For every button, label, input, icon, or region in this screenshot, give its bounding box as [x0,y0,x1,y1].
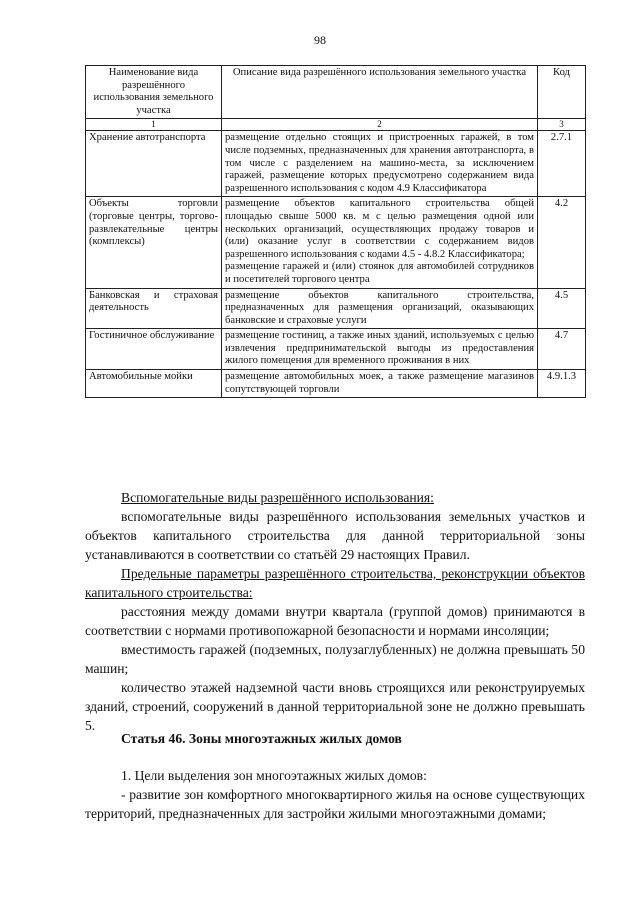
table-row [86,131,586,197]
table-row [86,370,586,398]
limit-paragraph: вместимость гаражей (подземных, полузаглубленных) не должна превышать 50 машин; [85,642,585,676]
use-name: Автомобильные мойки [86,370,222,398]
column-number-row [86,119,586,131]
use-description: размещение объектов капитального строительства, предназначенных для размещения организаций, оказывающих банковские и страховые услуги [222,288,538,329]
table-header-row [86,66,586,119]
goals-heading: 1. Цели выделения зон многоэтажных жилых домов: [121,768,427,783]
page-number: 98 [314,33,326,47]
use-description [222,197,538,288]
goal-paragraph: - развитие зон комфортного многоквартирного жилья на основе существующих территорий, предназначенных для застройки жилыми многоэтажными домами; [85,787,585,821]
use-code: 4.5 [538,288,586,329]
use-code: 4.7 [538,329,586,370]
use-description-part: размещение гаражей и (или) стоянок для автомобилей сотрудников и посетителей торгового центра [225,261,534,285]
use-code: 4.2 [538,197,586,288]
use-description: размещение отдельно стоящих и пристроенных гаражей, в том числе подземных, предназначенных для хранения автотранспорта, в том числе с разделением на машино-места, за исключением гаражей, размещение которых предусмотрено содержанием вида разрешенного использования с кодом 4.9 Классификатора [222,131,538,197]
goals-section [85,766,585,823]
use-description: размещение гостиниц, а также иных зданий, используемых с целью извлечения предпринимательской выгоды из предоставления жилого помещения для временного проживания в них [222,329,538,370]
use-description: размещение автомобильных моек, а также размещение магазинов сопутствующей торговли [222,370,538,398]
use-code: 2.7.1 [538,131,586,197]
aux-heading: Вспомогательные виды разрешённого использования: [121,490,434,505]
table-row [86,197,586,288]
limit-paragraph: расстояния между домами внутри квартала (группой домов) принимаются в соответствии с нормами противопожарной безопасности и нормами инсоляции; [85,604,585,638]
use-name: Банковская и страховая деятельность [86,288,222,329]
table-row [86,288,586,329]
limits-heading: Предельные параметры разрешённого строительства, реконструкции объектов капитального строительства: [85,566,585,600]
header-code: Код [538,66,586,119]
column-number: 2 [222,119,538,131]
aux-section [85,488,585,735]
use-name: Хранение автотранспорта [86,131,222,197]
header-name: Наименование вида разрешённого использования земельного участка [86,66,222,119]
use-code: 4.9.1.3 [538,370,586,398]
use-description-part: размещение объектов капитального строительства общей площадью свыше 5000 кв. м с целью размещения одной или нескольких организаций, осуществляющих продажу товаров и (или) оказание услуг в соответствии с содержанием видов разрешенного использования с кодами 4.5 - 4.8.2 Классификатора; [225,198,534,260]
column-number: 3 [538,119,586,131]
article-heading: Статья 46. Зоны многоэтажных жилых домов [121,731,402,746]
aux-text: вспомогательные виды разрешённого использования земельных участков и объектов капитального строительства для данной территориальной зоны устанавливаются в соответствии со статьёй 29 настоящих Правил. [85,509,585,562]
header-description: Описание вида разрешённого использования земельного участка [222,66,538,119]
limit-paragraph: количество этажей надземной части вновь строящихся или реконструируемых зданий, строений, сооружений в данной территориальной зоне не должно превышать 5. [85,680,585,733]
use-name: Гостиничное обслуживание [86,329,222,370]
column-number: 1 [86,119,222,131]
table-row [86,329,586,370]
permitted-use-table [85,65,586,398]
use-name: Объекты торговли (торговые центры, торгово-развлекательные центры (комплексы) [86,197,222,288]
